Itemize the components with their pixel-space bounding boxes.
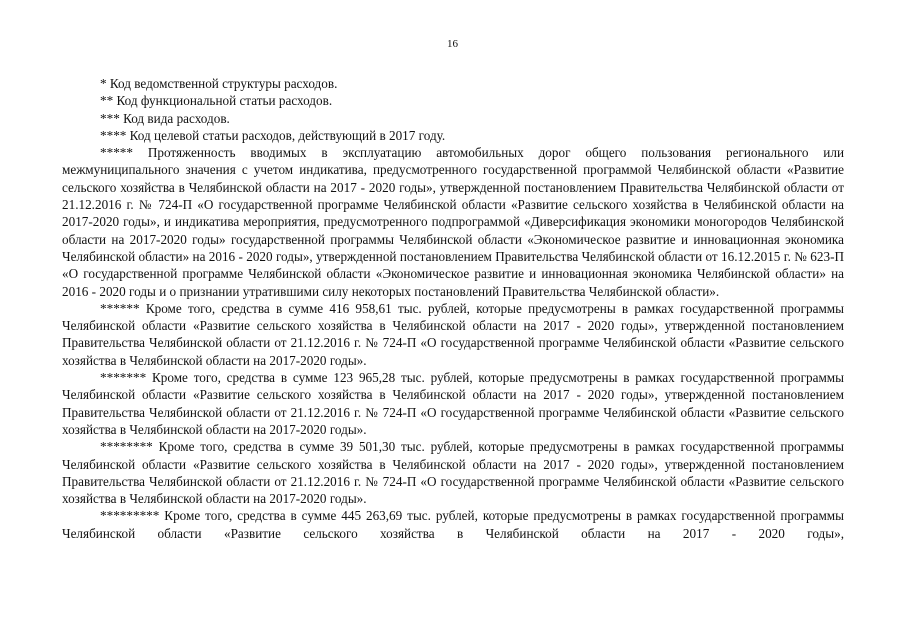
footnote-department-code: * Код ведомственной структуры расходов. (100, 76, 338, 91)
page-number: 16 (447, 38, 458, 50)
footnote-additional-funds-1: ****** Кроме того, средства в сумме 416 958,61 тыс. рублей, которые предусмотрены в рамках государственной программы Челябинской области «Развитие сельского хозяйства в Челябинской области на 2017 - 2020 годы», утвержденной постановлением Правительства Челябинской области от 21.12.2016 г. № 724-П «О государственной программе Челябинской области «Развитие сельского хозяйства в Челябинской области на 2017-2020 годы». (62, 300, 844, 368)
footnote-road-length: ***** Протяженность вводимых в эксплуатацию автомобильных дорог общего пользования регионального или межмуниципального значения с учетом индикатива, предусмотренного государственной программой Челябинской области «Развитие сельского хозяйства в Челябинской области на 2017 - 2020 годы», утвержденной постановлением Правительства Челябинской области от 21.12.2016 г. № 724-П «О государственной программе Челябинской области «Развитие сельского хозяйства в Челябинской области на 2017-2020 годы», и индикатива мероприятия, предусмотренного подпрограммой «Диверсификация экономики моногородов Челябинской области на 2017-2020 годы» государственной программы Челябинской области «Экономическое развитие и инновационная экономика Челябинской области» на 2016 - 2020 годы», утвержденной постановлением Правительства Челябинской области от 16.12.2015 г. № 623-П «О государственной программе Челябинской области «Экономическое развитие и инновационная экономика Челябинской области» на 2016 - 2020 годы и о признании утратившими силу некоторых постановлений Правительства Челябинской области». (62, 145, 844, 299)
footnote-expense-type-code: *** Код вида расходов. (100, 110, 230, 126)
footnote-additional-funds-4: ********* Кроме того, средства в сумме 445 263,69 тыс. рублей, которые предусмотрены в рамках государственной программы Челябинской области «Развитие сельского хозяйства в Челябинской области на 2017 - 2020 годы», (62, 508, 844, 541)
footnote-target-code: **** Код целевой статьи расходов, действующий в 2017 году. (100, 127, 446, 143)
document-body (62, 75, 844, 542)
footnote-functional-code: ** Код функциональной статьи расходов. (100, 93, 333, 109)
footnote-additional-funds-3: ******** Кроме того, средства в сумме 39 501,30 тыс. рублей, которые предусмотрены в рамках государственной программы Челябинской области «Развитие сельского хозяйства в Челябинской области на 2017 - 2020 годы», утвержденной постановлением Правительства Челябинской области от 21.12.2016 г. № 724-П «О государственной программе Челябинской области «Развитие сельского хозяйства в Челябинской области на 2017-2020 годы». (62, 439, 844, 507)
footnote-additional-funds-2: ******* Кроме того, средства в сумме 123 965,28 тыс. рублей, которые предусмотрены в рамках государственной программы Челябинской области «Развитие сельского хозяйства в Челябинской области на 2017 - 2020 годы», утвержденной постановлением Правительства Челябинской области от 21.12.2016 г. № 724-П «О государственной программе Челябинской области «Развитие сельского хозяйства в Челябинской области на 2017-2020 годы». (62, 370, 844, 437)
